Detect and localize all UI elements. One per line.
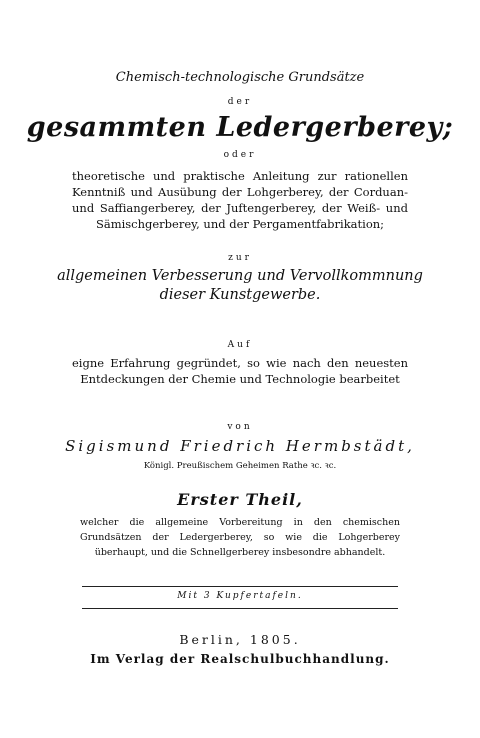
plates-note: Mit 3 Kupfertafeln.	[177, 591, 303, 601]
author-name: Sigismund Friedrich Hermbstädt,	[65, 437, 415, 455]
purpose-line-2: dieser Kunstgewerbe.	[159, 287, 321, 303]
part-description: welcher die allgemeine Vorbereitung in den chemischen Grundsätzen der Ledergerberey, so wie die Lohgerberey überhaupt, und die Schnellgerberey insbesondre abhandelt.	[80, 517, 400, 558]
subtitle-paragraph: theoretische und praktische Anleitung zur rationellen Kenntniß und Ausübung der Lohgerberey, der Corduan- und Saffiangerberey, der Juftengerberey, der Weiß- und Sämischgerberey, und der Pergamentfabrikation;	[72, 169, 408, 231]
connector-von: von	[227, 422, 253, 432]
connector-auf: Auf	[227, 340, 253, 350]
author-title: Königl. Preußischem Geheimen Rathe ꝛc. ꝛc.	[143, 461, 337, 471]
main-title: gesammten Ledergerberey;	[26, 112, 454, 143]
connector-oder: oder	[223, 150, 257, 160]
bottom-rule	[82, 608, 398, 609]
top-rule	[82, 586, 398, 587]
place-year: Berlin, 1805.	[179, 632, 301, 647]
basis-paragraph: eigne Erfahrung gegründet, so wie nach den neuesten Entdeckungen der Chemie und Technologie bearbeitet	[72, 356, 408, 386]
title-line-1: Chemisch-technologische Grundsätze	[115, 70, 365, 85]
connector-der: der	[227, 97, 253, 107]
purpose-line-1: allgemeinen Verbesserung und Vervollkommnung	[57, 268, 423, 284]
part-heading: Erster Theil,	[177, 490, 303, 509]
publisher: Im Verlag der Realschulbuchhandlung.	[90, 652, 390, 666]
connector-zur: zur	[228, 253, 252, 263]
